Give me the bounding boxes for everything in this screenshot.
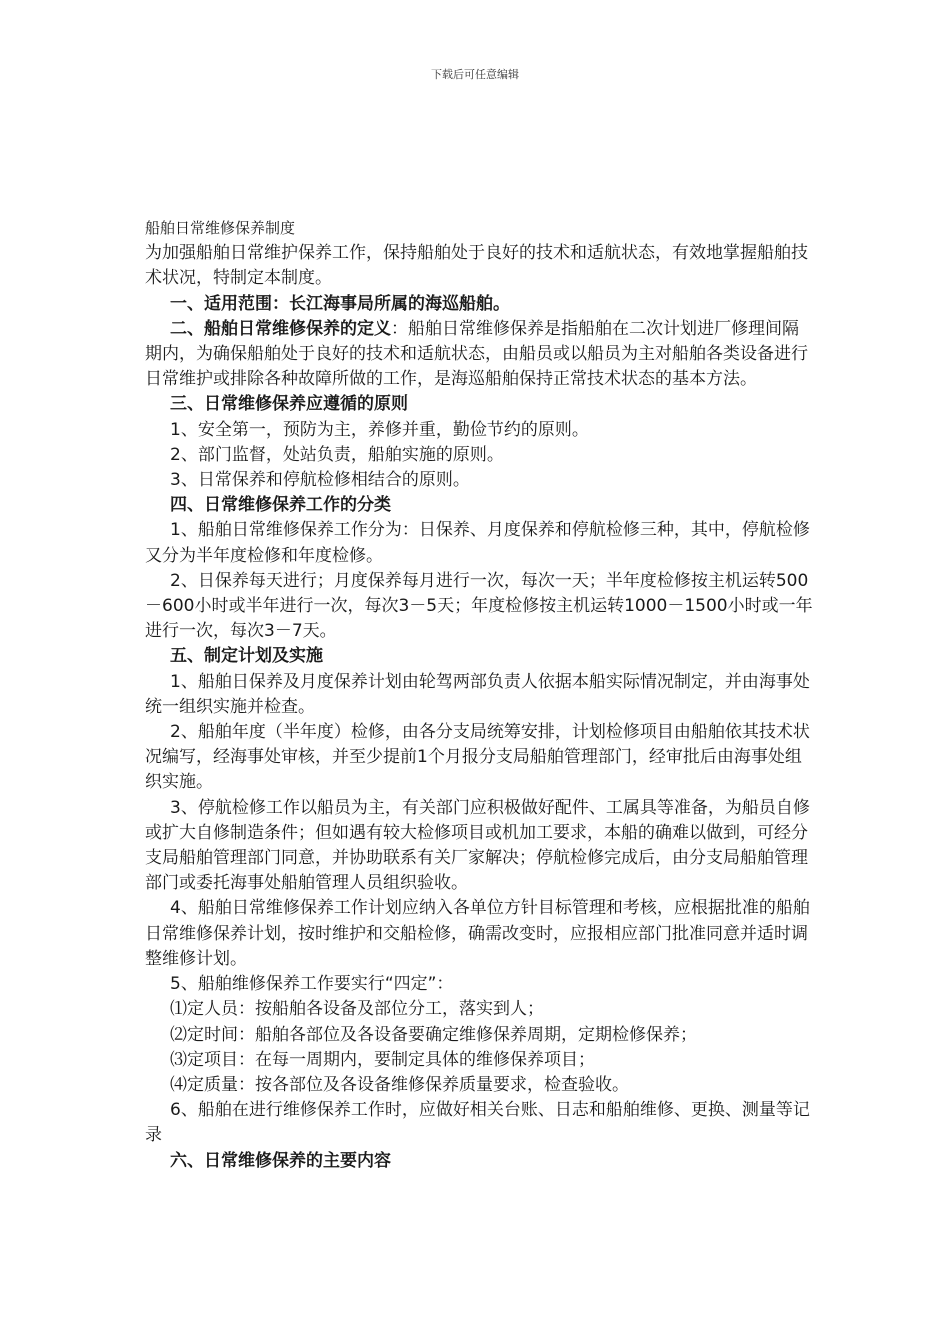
category-item-2: 2、日保养每天进行；月度保养每月进行一次，每次一天；半年度检修按主机运转500－600小时或半年进行一次，每次3－5天；年度检修按主机运转1000－1500小时或一年进行一次，每次3－7天。 xyxy=(145,570,813,642)
category-item-1: 1、船舶日常维修保养工作分为：日保养、月度保养和停航检修三种，其中，停航检修又分为半年度检修和年度检修。 xyxy=(145,520,810,566)
principle-item-1: 1、安全第一，预防为主，养修并重，勤俭节约的原则。 xyxy=(170,419,589,440)
four-fixed-item-1: ⑴定人员：按船舶各设备及部位分工，落实到人； xyxy=(170,999,544,1020)
plan-item-3: 3、停航检修工作以船员为主，有关部门应积极做好配件、工属具等准备，为船员自修或扩大自修制造条件；但如遇有较大检修项目或机加工要求，本船的确难以做到，可经分支局船舶管理部门同意，并协助联系有关厂家解决；停航检修完成后，由分支局船舶管理部门或委托海事处船舶管理人员组织验收。 xyxy=(145,797,810,894)
definition-paragraph xyxy=(145,317,813,393)
plan-item-1: 1、船舶日保养及月度保养计划由轮驾两部负责人依据本船实际情况制定，并由海事处统一组织实施并检查。 xyxy=(145,671,810,717)
section-heading-1: 一、适用范围：长江海事局所属的海巡船舶。 xyxy=(170,293,510,314)
principle-item-3: 3、日常保养和停航检修相结合的原则。 xyxy=(170,470,470,491)
section-heading-6: 六、日常维修保养的主要内容 xyxy=(170,1150,391,1171)
document-title: 船舶日常维修保养制度 xyxy=(145,219,296,237)
section-heading-3: 三、日常维修保养应遵循的原则 xyxy=(170,394,408,415)
plan-item-6: 6、船舶在进行维修保养工作时，应做好相关台账、日志和船舶维修、更换、测量等记录 xyxy=(145,1100,810,1146)
page-header-note: 下载后可任意编辑 xyxy=(431,68,519,81)
definition-text: ：船舶日常维修保养是指船舶在二次计划进厂修理间隔期内，为确保船舶处于良好的技术和适航状态，由船员或以船员为主对船舶各类设备进行日常维护或排除各种故障所做的工作，是海巡船舶保持正常技术状态的基本方法。 xyxy=(145,318,808,390)
plan-item-5: 5、船舶维修保养工作要实行“四定”： xyxy=(170,974,454,995)
document-body xyxy=(145,216,813,1174)
section-heading-4: 四、日常维修保养工作的分类 xyxy=(170,495,391,516)
four-fixed-item-3: ⑶定项目：在每一周期内，要制定具体的维修保养项目； xyxy=(170,1049,595,1070)
four-fixed-item-2: ⑵定时间：船舶各部位及各设备要确定维修保养周期，定期检修保养； xyxy=(170,1024,697,1045)
section-heading-5: 五、制定计划及实施 xyxy=(170,646,323,667)
definition-heading: 二、船舶日常维修保养的定义 xyxy=(170,318,391,339)
intro-paragraph: 为加强船舶日常维护保养工作，保持船舶处于良好的技术和适航状态，有效地掌握船舶技术状况，特制定本制度。 xyxy=(145,243,808,289)
plan-item-4: 4、船舶日常维修保养工作计划应纳入各单位方针目标管理和考核，应根据批准的船舶日常维修保养计划，按时维护和交船检修，确需改变时，应报相应部门批准同意并适时调整维修计划。 xyxy=(145,898,810,969)
plan-item-2: 2、船舶年度（半年度）检修，由各分支局统筹安排，计划检修项目由船舶依其技术状况编写，经海事处审核，并至少提前1个月报分支局船舶管理部门，经审批后由海事处组织实施。 xyxy=(145,722,810,793)
four-fixed-item-4: ⑷定质量：按各部位及各设备维修保养质量要求，检查验收。 xyxy=(170,1074,629,1095)
principle-item-2: 2、部门监督，处站负责，船舶实施的原则。 xyxy=(170,444,504,465)
